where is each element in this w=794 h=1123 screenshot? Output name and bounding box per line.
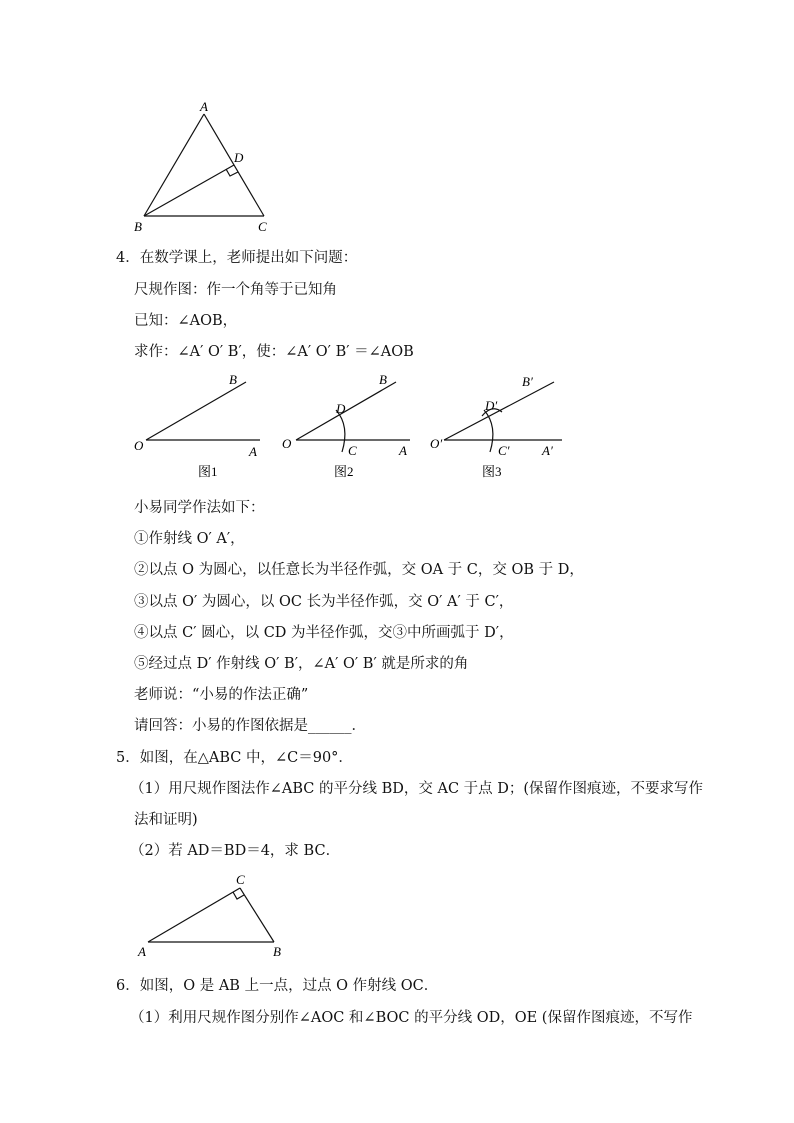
- fig3-label-b: B′: [522, 374, 533, 389]
- fig1-label-b: B: [229, 372, 237, 387]
- fig2-label-a: A: [399, 443, 407, 458]
- q4-intro: 4．在数学课上，老师提出如下问题：: [116, 250, 358, 266]
- side-ab: [144, 114, 204, 216]
- q5-part1-line1: （1）用尺规作图法作∠ABC 的平分线 BD，交 AC 于点 D；(保留作图痕迹，不要求写作: [130, 781, 704, 797]
- fig3-label-o: O′: [430, 436, 443, 451]
- angle-figure-1: [128, 370, 268, 482]
- q4-step-2: ②以点 O 为圆心，以任意长为半径作弧，交 OA 于 C，交 OB 于 D，: [134, 562, 584, 578]
- q4-method-intro: 小易同学作法如下：: [134, 500, 265, 516]
- angle-figure-3: [426, 370, 576, 482]
- q4-step-3: ③以点 O′ 为圆心，以 OC 长为半径作弧，交 O′ A′ 于 C′，: [134, 594, 514, 610]
- q5-label-b: B: [273, 944, 281, 959]
- q5-label-c: C: [236, 872, 245, 887]
- q4-step-1: ①作射线 O′ A′，: [134, 531, 245, 547]
- altitude-bd: [144, 165, 234, 216]
- side-cb: [240, 888, 274, 942]
- right-angle-mark: [233, 892, 244, 899]
- q4-answer-prompt: 请回答：小易的作图依据是______．: [134, 718, 366, 734]
- label-d: D: [234, 150, 244, 165]
- q5-intro: 5．如图，在△ABC 中，∠C＝90°．: [116, 750, 353, 766]
- ray-ob: [296, 382, 396, 440]
- fig2-label-b: B: [379, 372, 387, 387]
- q5-part2: （2）若 AD＝BD＝4，求 BC．: [130, 843, 341, 859]
- fig2-label-o: O: [282, 436, 292, 451]
- triangle-abc-altitude-figure: [130, 100, 280, 240]
- fig1-label-o: O: [134, 438, 144, 453]
- fig3-label-c: C′: [498, 443, 510, 458]
- q6-intro: 6．如图，O 是 AB 上一点，过点 O 作射线 OC．: [116, 978, 439, 994]
- fig3-label-d: D′: [485, 398, 498, 413]
- q5-label-a: A: [138, 944, 146, 959]
- angle-figure-2: [278, 370, 418, 482]
- fig1-label-a: A: [249, 444, 257, 459]
- q5-part1-line2: 法和证明): [134, 812, 198, 828]
- label-b: B: [134, 219, 142, 234]
- q4-step-4: ④以点 C′ 圆心，以 CD 为半径作弧，交③中所画弧于 D′，: [134, 625, 514, 641]
- q4-title: 尺规作图：作一个角等于已知角: [134, 282, 337, 298]
- ray-ob: [146, 382, 246, 440]
- side-ac: [148, 888, 240, 942]
- right-triangle-abc-figure: [136, 870, 296, 962]
- label-c: C: [258, 219, 267, 234]
- fig2-caption: 图2: [334, 464, 354, 479]
- fig3-label-a: A′: [542, 443, 553, 458]
- fig1-caption: 图1: [198, 464, 218, 479]
- q6-part1: （1）利用尺规作图分别作∠AOC 和∠BOC 的平分线 OD，OE (保留作图痕迹，不写作: [130, 1010, 693, 1026]
- fig3-caption: 图3: [482, 464, 502, 479]
- q4-find: 求作：∠A′ O′ B′，使：∠A′ O′ B′ ＝∠AOB: [134, 344, 414, 360]
- fig2-label-d: D: [336, 401, 346, 416]
- q4-given: 已知：∠AOB，: [134, 313, 238, 329]
- q4-teacher: 老师说：“小易的作法正确”: [134, 687, 309, 703]
- fig2-label-c: C: [348, 443, 357, 458]
- arc-c-prime: [484, 410, 493, 452]
- label-a: A: [200, 100, 208, 114]
- ray-ob-prime: [444, 382, 554, 440]
- q4-step-5: ⑤经过点 D′ 作射线 O′ B′，∠A′ O′ B′ 就是所求的角: [134, 656, 469, 672]
- right-angle-mark: [226, 169, 238, 176]
